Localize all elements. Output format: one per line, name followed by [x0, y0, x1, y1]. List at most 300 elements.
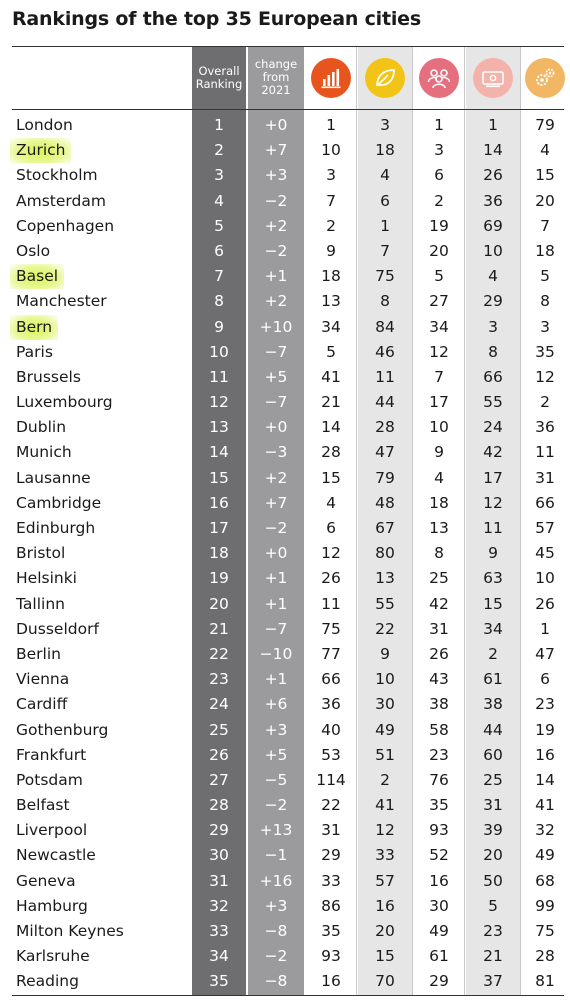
category-1-cell: 16 — [321, 972, 341, 991]
category-2-cell: 46 — [375, 342, 395, 361]
category-3-cell: 93 — [429, 821, 449, 840]
overall-rank-cell: 20 — [209, 594, 229, 613]
city-cell: Geneva — [16, 871, 76, 890]
overall-rank-cell: 32 — [209, 896, 229, 915]
category-2-cell: 10 — [375, 670, 395, 689]
category-5-cell: 7 — [540, 216, 550, 235]
category-1-cell: 34 — [321, 317, 341, 336]
change-cell: +3 — [264, 166, 288, 185]
category-3-cell: 12 — [429, 342, 449, 361]
category-3-cell: 34 — [429, 317, 449, 336]
city-cell: Bern — [10, 315, 58, 340]
category-1-cell: 11 — [321, 594, 341, 613]
overall-rank-cell: 25 — [209, 720, 229, 739]
category-3-cell: 2 — [434, 191, 444, 210]
change-cell: −3 — [264, 443, 288, 462]
overall-rank-cell: 19 — [209, 569, 229, 588]
category-4-cell: 23 — [483, 922, 503, 940]
category-1-cell: 13 — [321, 292, 341, 311]
overall-rank-cell: 11 — [209, 367, 229, 386]
city-cell: Edinburgh — [16, 519, 96, 537]
change-cell: +5 — [264, 367, 288, 386]
overall-rank-cell: 31 — [209, 871, 229, 890]
category-4-cell: 15 — [483, 594, 503, 613]
category-4-cell: 44 — [483, 720, 503, 739]
category-1-cell: 22 — [321, 796, 341, 815]
overall-rank-cell: 24 — [209, 695, 229, 714]
category-2-cell: 3 — [380, 116, 390, 134]
category-2-cell: 9 — [380, 644, 390, 663]
overall-rank-cell: 29 — [209, 821, 229, 840]
category-4-cell: 5 — [488, 896, 498, 915]
category-5-cell: 11 — [535, 443, 555, 462]
category-2-cell: 47 — [375, 443, 395, 462]
change-cell: +0 — [264, 544, 288, 563]
category-1-cell: 6 — [326, 519, 336, 537]
category-2-cell: 22 — [375, 619, 395, 638]
category-3-cell: 26 — [429, 644, 449, 663]
category-1-cell: 21 — [321, 393, 341, 412]
change-cell: −2 — [264, 191, 288, 210]
overall-rank-cell: 35 — [209, 972, 229, 991]
category-3-cell: 43 — [429, 670, 449, 689]
city-cell: Dublin — [16, 418, 67, 437]
category-5-cell: 66 — [535, 493, 555, 512]
city-cell: Lausanne — [16, 468, 91, 487]
category-3-cell: 1 — [434, 116, 444, 134]
category-5-cell: 16 — [535, 745, 555, 764]
category-1-cell: 53 — [321, 745, 341, 764]
category-4-cell: 11 — [483, 519, 503, 537]
category-2-cell: 41 — [375, 796, 395, 815]
category-2-cell: 2 — [380, 770, 390, 789]
category-1-cell: 9 — [326, 241, 336, 260]
overall-rank-cell: 23 — [209, 670, 229, 689]
category-3-cell: 17 — [429, 393, 449, 412]
category-3-cell: 6 — [434, 166, 444, 185]
change-cell: −1 — [264, 846, 288, 865]
category-2-cell: 80 — [375, 544, 395, 563]
category-3-cell: 13 — [429, 519, 449, 537]
category-3-cell: 31 — [429, 619, 449, 638]
bar-chart-icon — [311, 58, 351, 98]
category-4-cell: 31 — [483, 796, 503, 815]
category-1-cell: 2 — [326, 216, 336, 235]
category-1-cell: 40 — [321, 720, 341, 739]
table-row — [0, 692, 570, 717]
category-2-cell: 75 — [375, 267, 395, 286]
category-5-cell: 18 — [535, 241, 555, 260]
category-2-cell: 13 — [375, 569, 395, 588]
city-cell: Frankfurt — [16, 745, 87, 764]
city-cell: Helsinki — [16, 569, 77, 588]
table-row — [0, 919, 570, 944]
overall-rank-cell: 33 — [209, 922, 229, 940]
table-row — [0, 264, 570, 289]
overall-rank-cell: 10 — [209, 342, 229, 361]
category-3-cell: 5 — [434, 267, 444, 286]
change-cell: −2 — [264, 947, 288, 966]
table-bottom-rule — [12, 995, 564, 996]
category-4-cell: 1 — [488, 116, 498, 134]
category-2-cell: 7 — [380, 241, 390, 260]
overall-rank-cell: 12 — [209, 393, 229, 412]
category-1-cell: 77 — [321, 644, 341, 663]
category-4-cell: 17 — [483, 468, 503, 487]
overall-ranking-header: Overall Ranking — [195, 63, 243, 91]
table-row — [0, 415, 570, 440]
category-5-cell: 28 — [535, 947, 555, 966]
change-cell: +6 — [264, 695, 288, 714]
category-3-cell: 61 — [429, 947, 449, 966]
category-3-cell: 7 — [434, 367, 444, 386]
category-3-cell: 18 — [429, 493, 449, 512]
category-3-cell: 30 — [429, 896, 449, 915]
category-5-cell: 15 — [535, 166, 555, 185]
overall-rank-cell: 18 — [209, 544, 229, 563]
category-4-cell: 20 — [483, 846, 503, 865]
category-4-cell: 36 — [483, 191, 503, 210]
overall-rank-cell: 13 — [209, 418, 229, 437]
overall-rank-cell: 27 — [209, 770, 229, 789]
category-5-cell: 32 — [535, 821, 555, 840]
category-1-cell: 12 — [321, 544, 341, 563]
category-1-cell: 31 — [321, 821, 341, 840]
category-5-cell: 47 — [535, 644, 555, 663]
category-3-cell: 42 — [429, 594, 449, 613]
category-5-cell: 19 — [535, 720, 555, 739]
category-3-cell: 27 — [429, 292, 449, 311]
change-cell: +0 — [264, 418, 288, 437]
category-4-cell: 25 — [483, 770, 503, 789]
overall-rank-cell: 4 — [214, 191, 224, 210]
category-3-cell: 29 — [429, 972, 449, 991]
change-from-2021-header: change from 2021 — [254, 57, 298, 97]
overall-rank-cell: 6 — [214, 241, 224, 260]
category-4-cell: 10 — [483, 241, 503, 260]
table-row — [0, 138, 570, 163]
city-cell: Basel — [10, 264, 64, 289]
table-row — [0, 566, 570, 591]
category-2-cell: 84 — [375, 317, 395, 336]
table-row — [0, 667, 570, 692]
category-2-cell: 20 — [375, 922, 395, 940]
category-5-cell: 5 — [540, 267, 550, 286]
table-row — [0, 491, 570, 516]
category-4-cell: 9 — [488, 544, 498, 563]
category-5-cell: 31 — [535, 468, 555, 487]
category-2-cell: 11 — [375, 367, 395, 386]
city-cell: Gothenburg — [16, 720, 109, 739]
change-cell: +2 — [264, 468, 288, 487]
category-3-cell: 76 — [429, 770, 449, 789]
category-2-cell: 55 — [375, 594, 395, 613]
overall-rank-cell: 15 — [209, 468, 229, 487]
category-4-cell: 29 — [483, 292, 503, 311]
category-3-cell: 16 — [429, 871, 449, 890]
category-3-cell: 35 — [429, 796, 449, 815]
page-title: Rankings of the top 35 European cities — [12, 8, 421, 30]
people-icon — [419, 58, 459, 98]
city-cell: Munich — [16, 443, 72, 462]
city-cell: Dusseldorf — [16, 619, 99, 638]
change-cell: +2 — [264, 216, 288, 235]
city-cell: Liverpool — [16, 821, 88, 840]
category-2-cell: 15 — [375, 947, 395, 966]
category-2-cell: 28 — [375, 418, 395, 437]
overall-rank-cell: 26 — [209, 745, 229, 764]
category-2-cell: 51 — [375, 745, 395, 764]
category-2-cell: 18 — [375, 141, 395, 160]
category-5-cell: 49 — [535, 846, 555, 865]
overall-rank-cell: 28 — [209, 796, 229, 815]
category-4-cell: 55 — [483, 393, 503, 412]
gears-icon — [525, 58, 565, 98]
category-1-cell: 3 — [326, 166, 336, 185]
category-2-cell: 48 — [375, 493, 395, 512]
city-cell: Tallinn — [16, 594, 65, 613]
table-row — [0, 163, 570, 188]
change-cell: +3 — [264, 896, 288, 915]
category-1-cell: 35 — [321, 922, 341, 940]
change-cell: +5 — [264, 745, 288, 764]
table-row — [0, 869, 570, 894]
overall-rank-cell: 2 — [214, 141, 224, 160]
overall-rank-cell: 7 — [214, 267, 224, 286]
category-2-cell: 67 — [375, 519, 395, 537]
category-1-cell: 10 — [321, 141, 341, 160]
category-4-cell: 24 — [483, 418, 503, 437]
table-row — [0, 718, 570, 743]
category-5-cell: 79 — [535, 116, 555, 134]
leaf-icon — [365, 58, 405, 98]
category-5-cell: 41 — [535, 796, 555, 815]
city-cell: Cardiff — [16, 695, 68, 714]
city-cell: Manchester — [16, 292, 107, 311]
overall-rank-cell: 1 — [214, 116, 224, 134]
category-5-cell: 20 — [535, 191, 555, 210]
category-3-cell: 23 — [429, 745, 449, 764]
category-4-cell: 26 — [483, 166, 503, 185]
category-3-cell: 4 — [434, 468, 444, 487]
city-cell: Brussels — [16, 367, 81, 386]
city-cell: Zurich — [10, 138, 71, 163]
category-5-cell: 35 — [535, 342, 555, 361]
change-cell: −2 — [264, 519, 288, 537]
category-5-cell: 12 — [535, 367, 555, 386]
change-cell: +13 — [259, 821, 293, 840]
city-cell: Hamburg — [16, 896, 88, 915]
category-4-cell: 34 — [483, 619, 503, 638]
category-4-cell: 37 — [483, 972, 503, 991]
category-5-cell: 10 — [535, 569, 555, 588]
category-2-cell: 33 — [375, 846, 395, 865]
category-2-cell: 1 — [380, 216, 390, 235]
category-2-cell: 4 — [380, 166, 390, 185]
category-1-cell: 14 — [321, 418, 341, 437]
city-cell: Belfast — [16, 796, 70, 815]
table-row — [0, 743, 570, 768]
table-row — [0, 592, 570, 617]
change-cell: −7 — [264, 342, 288, 361]
change-cell: +1 — [264, 670, 288, 689]
category-3-cell: 20 — [429, 241, 449, 260]
table-row — [0, 466, 570, 491]
category-2-cell: 49 — [375, 720, 395, 739]
change-cell: +2 — [264, 292, 288, 311]
change-cell: −7 — [264, 619, 288, 638]
category-3-cell: 52 — [429, 846, 449, 865]
table-row — [0, 189, 570, 214]
category-4-cell: 63 — [483, 569, 503, 588]
city-cell: Stockholm — [16, 166, 98, 185]
city-cell: Karlsruhe — [16, 947, 90, 966]
category-1-cell: 93 — [321, 947, 341, 966]
table-row — [0, 768, 570, 793]
change-cell: +1 — [264, 569, 288, 588]
category-2-cell: 16 — [375, 896, 395, 915]
table-row — [0, 214, 570, 239]
category-4-cell: 61 — [483, 670, 503, 689]
change-cell: −10 — [259, 644, 293, 663]
category-3-cell: 10 — [429, 418, 449, 437]
table-row — [0, 315, 570, 340]
category-2-cell: 79 — [375, 468, 395, 487]
category-1-cell: 7 — [326, 191, 336, 210]
category-4-cell: 50 — [483, 871, 503, 890]
category-1-cell: 29 — [321, 846, 341, 865]
table-row — [0, 617, 570, 642]
table-row — [0, 239, 570, 264]
category-1-cell: 5 — [326, 342, 336, 361]
category-5-cell: 36 — [535, 418, 555, 437]
category-1-cell: 33 — [321, 871, 341, 890]
rankings-table-body — [0, 113, 570, 995]
city-cell: Amsterdam — [16, 191, 106, 210]
table-row — [0, 818, 570, 843]
category-5-cell: 75 — [535, 922, 555, 940]
change-cell: +1 — [264, 267, 288, 286]
table-row — [0, 793, 570, 818]
change-cell: +10 — [259, 317, 293, 336]
category-5-cell: 2 — [540, 393, 550, 412]
category-3-cell: 38 — [429, 695, 449, 714]
category-3-cell: 8 — [434, 544, 444, 563]
category-5-cell: 57 — [535, 519, 555, 537]
category-5-cell: 14 — [535, 770, 555, 789]
category-4-cell: 14 — [483, 141, 503, 160]
change-cell: −2 — [264, 241, 288, 260]
city-cell: Cambridge — [16, 493, 102, 512]
city-cell: Milton Keynes — [16, 922, 124, 940]
category-2-cell: 57 — [375, 871, 395, 890]
overall-rank-cell: 30 — [209, 846, 229, 865]
category-3-cell: 25 — [429, 569, 449, 588]
overall-rank-cell: 22 — [209, 644, 229, 663]
table-row — [0, 390, 570, 415]
category-2-cell: 30 — [375, 695, 395, 714]
money-card-icon — [473, 58, 513, 98]
overall-rank-cell: 16 — [209, 493, 229, 512]
city-cell: Luxembourg — [16, 393, 113, 412]
category-3-cell: 49 — [429, 922, 449, 940]
table-row — [0, 894, 570, 919]
overall-rank-cell: 9 — [214, 317, 224, 336]
category-5-cell: 6 — [540, 670, 550, 689]
change-cell: +3 — [264, 720, 288, 739]
category-2-cell: 44 — [375, 393, 395, 412]
table-row — [0, 541, 570, 566]
category-1-cell: 114 — [316, 770, 346, 789]
city-cell: Oslo — [16, 241, 51, 260]
overall-rank-cell: 17 — [209, 519, 229, 537]
category-4-cell: 66 — [483, 367, 503, 386]
change-cell: +0 — [264, 116, 288, 134]
city-cell: Berlin — [16, 644, 61, 663]
change-cell: −7 — [264, 393, 288, 412]
change-cell: −5 — [264, 770, 288, 789]
table-row — [0, 340, 570, 365]
change-cell: +7 — [264, 493, 288, 512]
category-1-cell: 28 — [321, 443, 341, 462]
category-5-cell: 45 — [535, 544, 555, 563]
city-cell: Paris — [16, 342, 53, 361]
category-4-cell: 42 — [483, 443, 503, 462]
category-4-cell: 4 — [488, 267, 498, 286]
city-cell: Vienna — [16, 670, 70, 689]
category-3-cell: 9 — [434, 443, 444, 462]
category-4-cell: 39 — [483, 821, 503, 840]
table-row — [0, 440, 570, 465]
category-5-cell: 4 — [540, 141, 550, 160]
category-1-cell: 41 — [321, 367, 341, 386]
overall-rank-cell: 5 — [214, 216, 224, 235]
change-cell: +1 — [264, 594, 288, 613]
category-1-cell: 75 — [321, 619, 341, 638]
category-4-cell: 60 — [483, 745, 503, 764]
table-header-rule — [12, 109, 564, 110]
category-5-cell: 68 — [535, 871, 555, 890]
category-1-cell: 66 — [321, 670, 341, 689]
category-5-cell: 8 — [540, 292, 550, 311]
category-4-cell: 3 — [488, 317, 498, 336]
category-5-cell: 81 — [535, 972, 555, 991]
table-row — [0, 642, 570, 667]
table-row — [0, 365, 570, 390]
category-1-cell: 1 — [326, 116, 336, 134]
table-row — [0, 969, 570, 994]
category-5-cell: 99 — [535, 896, 555, 915]
category-1-cell: 36 — [321, 695, 341, 714]
table-row — [0, 113, 570, 138]
city-cell: Newcastle — [16, 846, 96, 865]
category-2-cell: 6 — [380, 191, 390, 210]
city-cell: Bristol — [16, 544, 66, 563]
overall-rank-cell: 34 — [209, 947, 229, 966]
category-2-cell: 70 — [375, 972, 395, 991]
category-5-cell: 1 — [540, 619, 550, 638]
category-1-cell: 15 — [321, 468, 341, 487]
change-cell: −2 — [264, 796, 288, 815]
category-4-cell: 12 — [483, 493, 503, 512]
table-row — [0, 516, 570, 541]
overall-rank-cell: 3 — [214, 166, 224, 185]
overall-rank-cell: 8 — [214, 292, 224, 311]
table-row — [0, 289, 570, 314]
table-row — [0, 843, 570, 868]
category-5-cell: 3 — [540, 317, 550, 336]
category-3-cell: 19 — [429, 216, 449, 235]
